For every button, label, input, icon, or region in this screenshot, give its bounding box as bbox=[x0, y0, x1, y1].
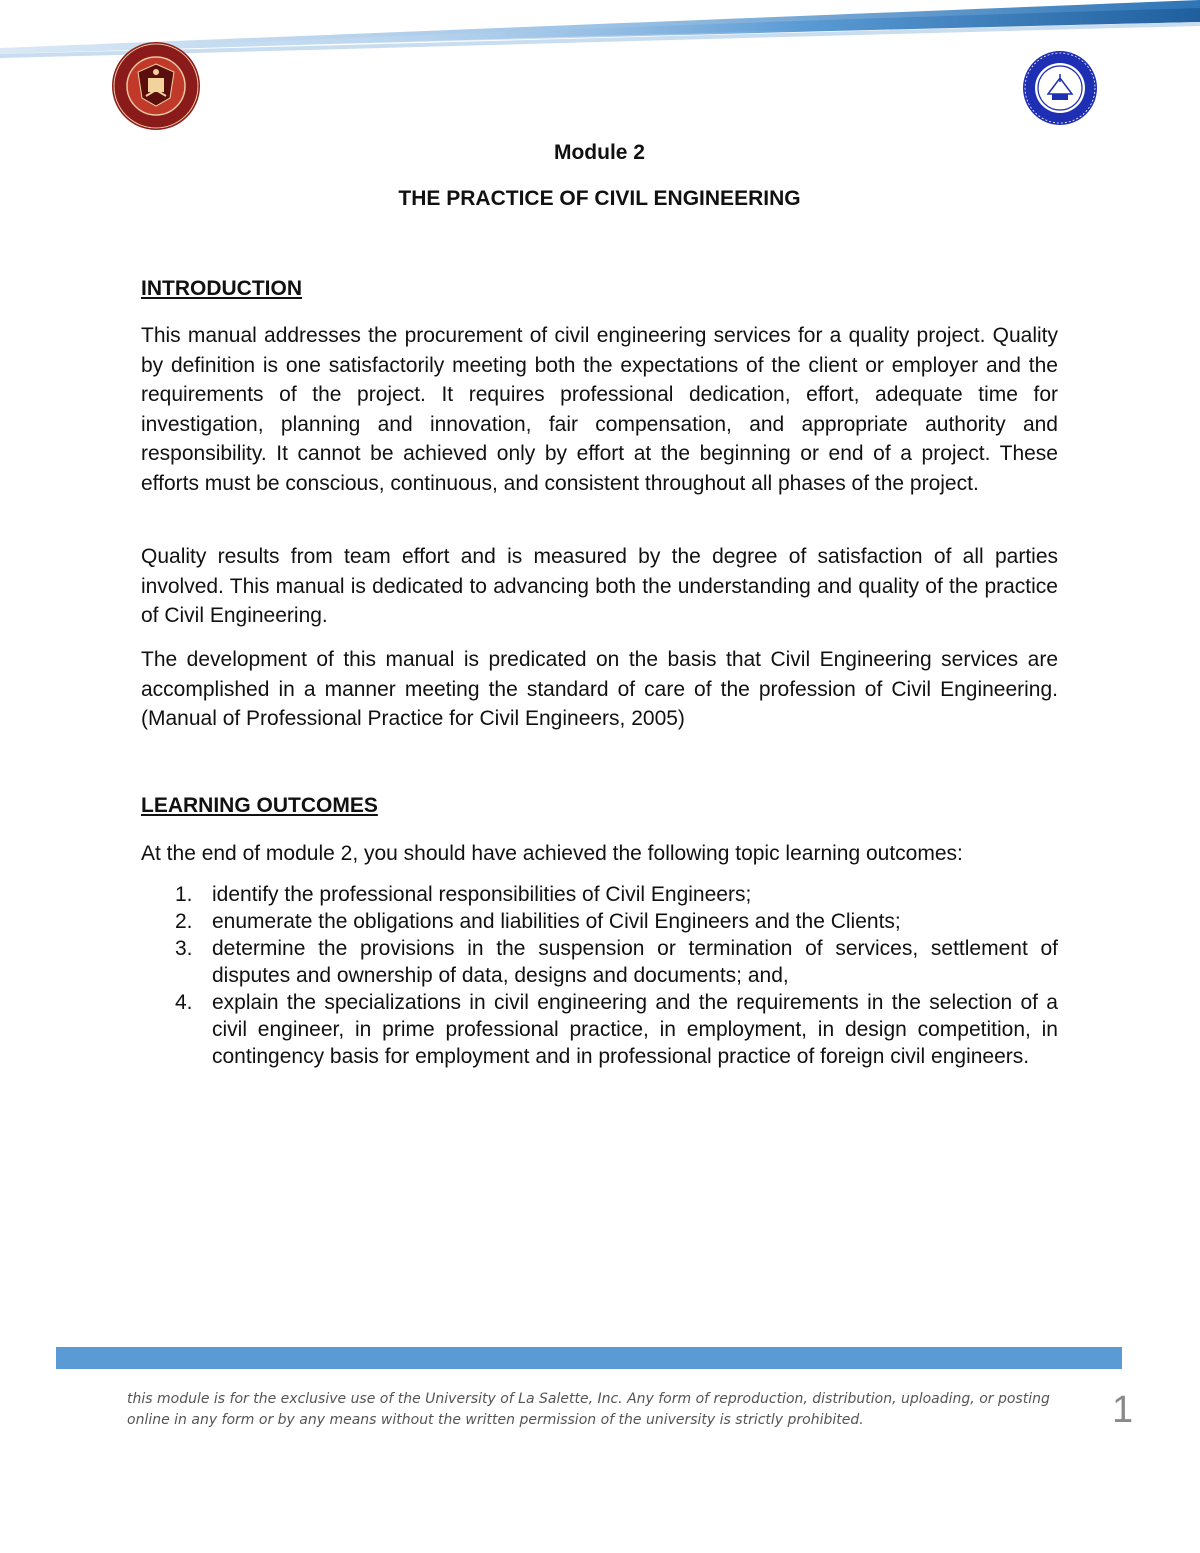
list-item bbox=[141, 935, 1058, 989]
college-seal-logo bbox=[110, 40, 202, 132]
page-number: 1 bbox=[1112, 1389, 1134, 1431]
learning-outcomes-list bbox=[141, 881, 1058, 1070]
list-item bbox=[141, 881, 1058, 908]
list-item-number: 3. bbox=[175, 937, 193, 960]
list-item bbox=[141, 989, 1058, 1070]
list-item-text: determine the provisions in the suspension or termination of services, settlement of disputes and ownership of data, designs and documents; and, bbox=[212, 937, 1058, 987]
list-item-text: enumerate the obligations and liabilities of Civil Engineers and the Clients; bbox=[212, 910, 901, 933]
intro-paragraph-2: Quality results from team effort and is measured by the degree of satisfaction of all parties involved. This manual is dedicated to advancing both the understanding and quality of the practice of Civil Engineering. bbox=[141, 545, 1058, 627]
page-title: THE PRACTICE OF CIVIL ENGINEERING bbox=[398, 187, 801, 210]
learning-outcomes-heading: LEARNING OUTCOMES bbox=[141, 794, 378, 817]
module-label: Module 2 bbox=[553, 141, 645, 164]
intro-paragraph-1: This manual addresses the procurement of civil engineering services for a quality project. Quality by definition is one satisfactorily meeting both the expectations of the client or employer and the requirements of the project. It requires professional dedication, effort, adequate time for investigation, planning and innovation, fair compensation, and appropriate authority and responsibility. It cannot be achieved only by effort at the beginning or end of a project. These efforts must be conscious, continuous, and consistent throughout all phases of the project. bbox=[141, 324, 1058, 495]
list-item-text: identify the professional responsibilities of Civil Engineers; bbox=[212, 883, 752, 906]
footer-disclaimer: this module is for the exclusive use of the University of La Salette, Inc. Any form of reproduction, distribution, uploading, or posting online in any form or by any means without the written permission of the university is strictly prohibited. bbox=[127, 1391, 1050, 1428]
list-item-number: 1. bbox=[175, 883, 193, 906]
list-item-text: explain the specializations in civil engineering and the requirements in the selection of a civil engineer, in prime professional practice, in employment, in design competition, in contingency basis for employment and in professional practice of foreign civil engineers. bbox=[212, 991, 1058, 1068]
learning-outcomes-intro: At the end of module 2, you should have achieved the following topic learning outcomes: bbox=[141, 842, 963, 865]
list-item bbox=[141, 908, 1058, 935]
list-item-number: 4. bbox=[175, 991, 193, 1014]
university-seal-logo bbox=[1012, 48, 1108, 128]
introduction-heading: INTRODUCTION bbox=[141, 277, 302, 300]
intro-paragraph-3: The development of this manual is predicated on the basis that Civil Engineering services are accomplished in a manner meeting the standard of care of the profession of Civil Engineering. (Manual of Professional Practice for Civil Engineers, 2005) bbox=[141, 648, 1058, 730]
list-item-number: 2. bbox=[175, 910, 193, 933]
footer-bar bbox=[56, 1347, 1122, 1369]
